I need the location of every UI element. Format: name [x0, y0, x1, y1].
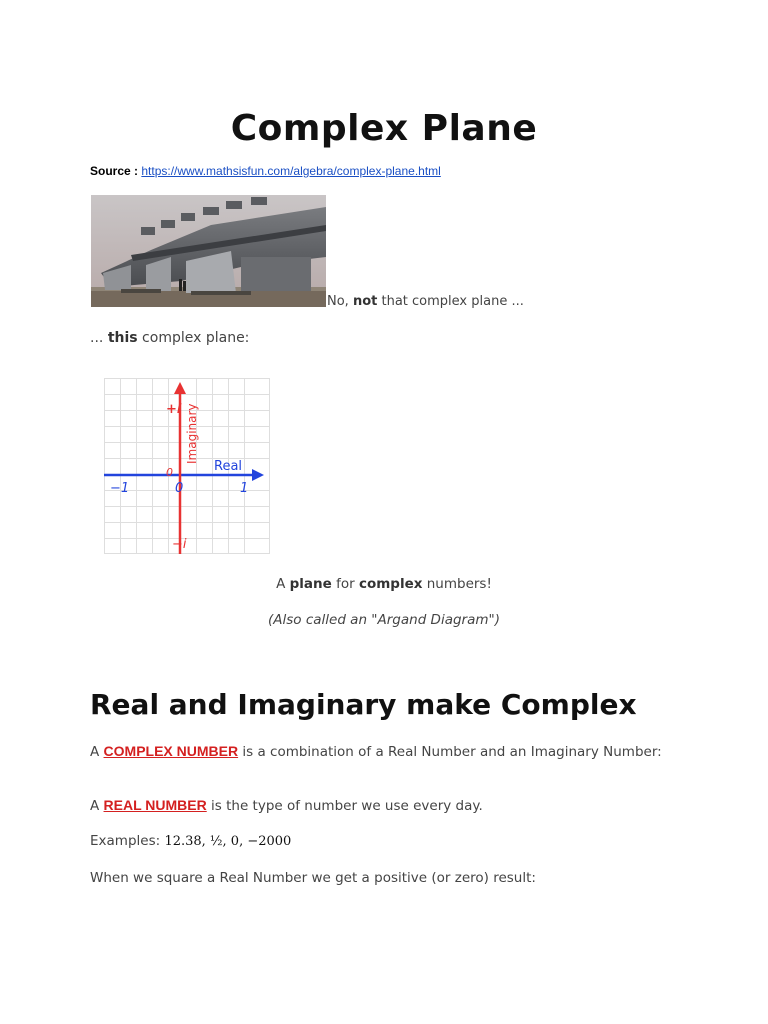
- zero-label: 0: [175, 481, 184, 496]
- imaginary-axis-arrow-icon: [174, 382, 186, 394]
- complex-number-link[interactable]: COMPLEX NUMBER: [103, 743, 239, 759]
- para1-a: A: [90, 744, 104, 760]
- examples-label: Examples:: [90, 833, 165, 849]
- intro-bold: this: [107, 330, 138, 346]
- para2-a: A: [90, 798, 104, 814]
- intro-suffix: complex plane:: [137, 330, 250, 346]
- square-paragraph: When we square a Real Number we get a positive (or zero) result:: [90, 870, 536, 886]
- zero-small-label: 0: [166, 466, 173, 479]
- intro-line: [90, 330, 249, 346]
- real-label: Real: [214, 459, 243, 474]
- examples-math: 12.38, ½, 0, −2000: [164, 834, 292, 849]
- plane-caption: [0, 576, 768, 592]
- real-number-link[interactable]: REAL NUMBER: [103, 797, 207, 813]
- complex-number-paragraph: [90, 742, 670, 761]
- examples-line: [90, 832, 670, 851]
- airplane-image: [91, 195, 326, 307]
- real-axis-arrow-icon: [252, 469, 264, 481]
- para1-rest: is a combination of a Real Number and an Imaginary Number:: [238, 744, 662, 760]
- section-heading: Real and Imaginary make Complex: [90, 688, 637, 721]
- plane-caption-complex: complex: [358, 576, 423, 592]
- photo-caption-suffix: that complex plane ...: [377, 294, 524, 309]
- pos-i-label: +i: [166, 402, 182, 417]
- source-line: [90, 164, 441, 178]
- airplane-photo: [91, 195, 326, 307]
- photo-caption-prefix: No,: [327, 294, 353, 309]
- plane-caption-plane: plane: [289, 576, 332, 592]
- intro-prefix: ...: [90, 330, 108, 346]
- argand-diagram-svg: [104, 378, 270, 554]
- source-label: Source :: [90, 164, 139, 178]
- photo-caption-bold: not: [352, 294, 378, 309]
- real-number-paragraph: [90, 796, 670, 815]
- page-title: Complex Plane: [230, 108, 538, 149]
- plane-caption-for: for: [331, 576, 359, 592]
- argand-caption: (Also called an "Argand Diagram"): [267, 612, 500, 628]
- imaginary-label: Imaginary: [185, 403, 199, 464]
- plane-caption-a: A: [276, 576, 290, 592]
- plane-caption-numbers: numbers!: [422, 576, 492, 592]
- para2-rest: is the type of number we use every day.: [206, 798, 483, 814]
- source-link[interactable]: https://www.mathsisfun.com/algebra/complex-plane.html: [141, 164, 441, 178]
- photo-caption: [327, 294, 524, 309]
- neg-one-label: −1: [110, 481, 130, 496]
- neg-i-label: −i: [172, 537, 187, 552]
- argand-diagram: [104, 378, 270, 554]
- one-label: 1: [240, 481, 249, 496]
